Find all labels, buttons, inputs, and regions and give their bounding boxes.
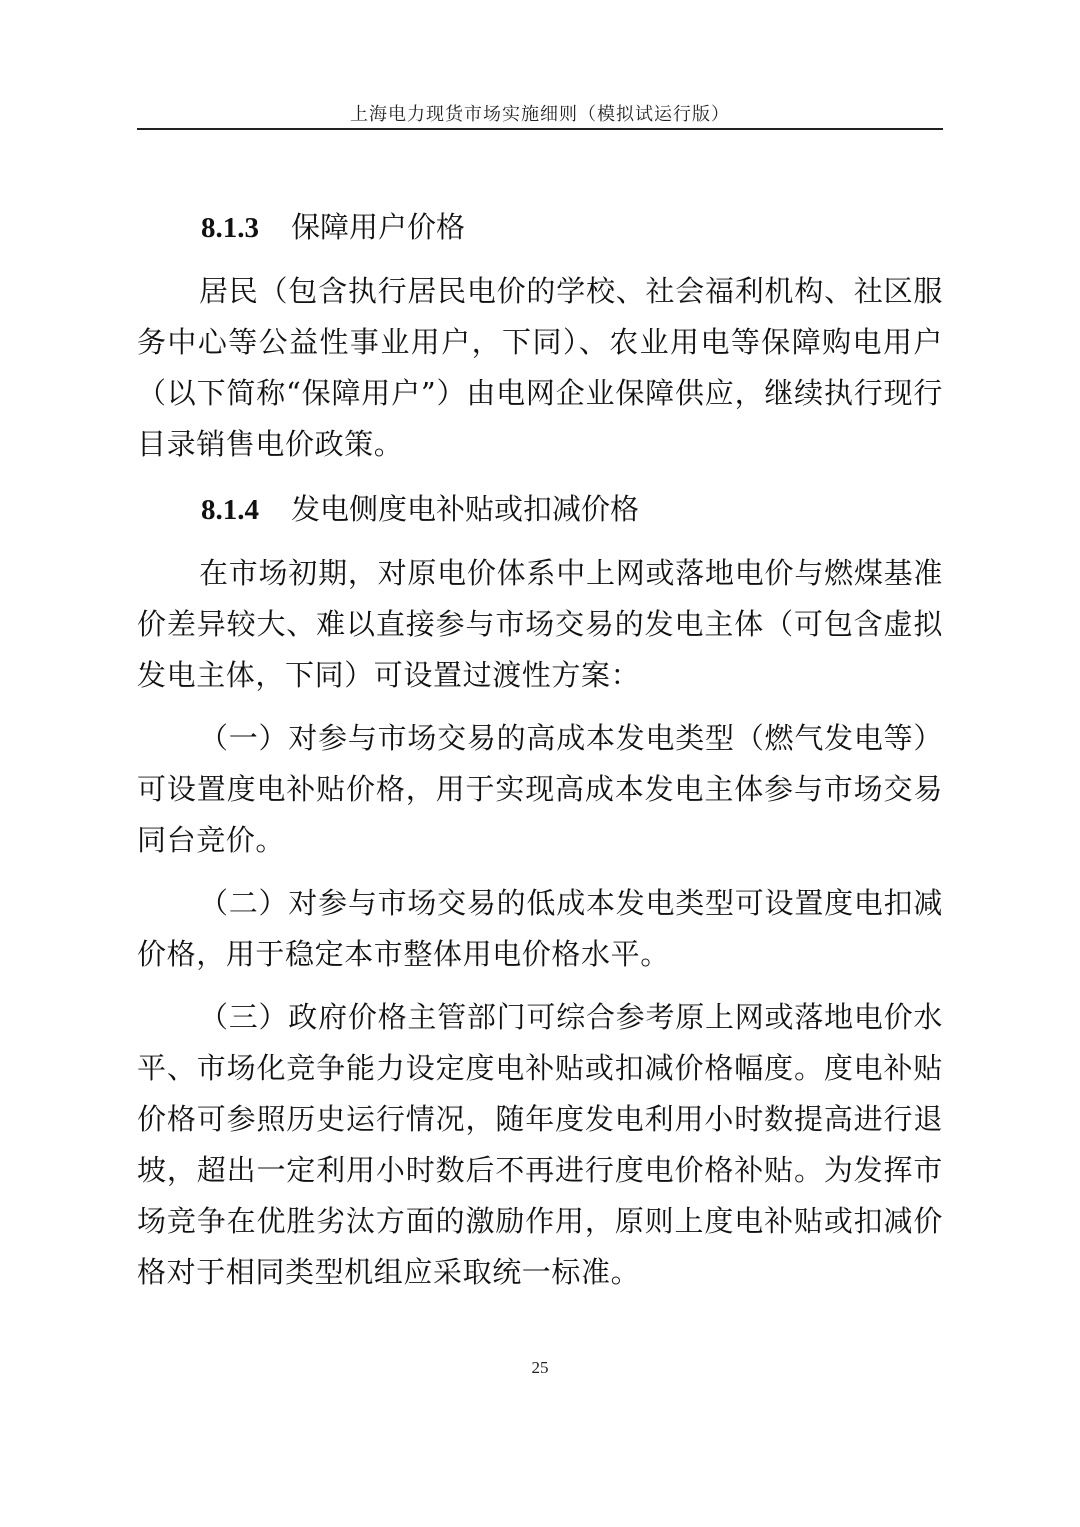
- section-heading: [137, 482, 943, 536]
- section-title: 保障用户价格: [291, 210, 466, 244]
- section-title: 发电侧度电补贴或扣减价格: [291, 492, 640, 526]
- document-body: [137, 200, 943, 1310]
- paragraph: 居民（包含执行居民电价的学校、社会福利机构、社区服务中心等公益性事业用户，下同）、农业用电等保障购电用户（以下简称“保障用户”）由电网企业保障供应，继续执行现行目录销售电价政策。: [137, 274, 943, 461]
- section-heading: [137, 200, 943, 254]
- page-number: 25: [531, 1358, 549, 1377]
- page-header-title: 上海电力现货市场实施细则（模拟试运行版）: [350, 104, 730, 125]
- paragraph: （二）对参与市场交易的低成本发电类型可设置度电扣减价格，用于稳定本市整体用电价格水平。: [137, 886, 943, 971]
- section-8-1-4: [137, 482, 943, 1298]
- paragraph: 在市场初期，对原电价体系中上网或落地电价与燃煤基准价差异较大、难以直接参与市场交易的发电主体（可包含虚拟发电主体，下同）可设置过渡性方案：: [137, 556, 943, 692]
- paragraph: （一）对参与市场交易的高成本发电类型（燃气发电等）可设置度电补贴价格，用于实现高成本发电主体参与市场交易同台竞价。: [137, 721, 943, 857]
- header-divider: [137, 128, 943, 130]
- section-8-1-3: [137, 200, 943, 470]
- paragraph: （三）政府价格主管部门可综合参考原上网或落地电价水平、市场化竞争能力设定度电补贴或扣减价格幅度。度电补贴价格可参照历史运行情况，随年度发电利用小时数提高进行退坡，超出一定利用小时数后不再进行度电价格补贴。为发挥市场竞争在优胜劣汰方面的激励作用，原则上度电补贴或扣减价格对于相同类型机组应采取统一标准。: [137, 1000, 943, 1289]
- section-number: 8.1.4: [201, 494, 259, 526]
- section-number: 8.1.3: [201, 212, 259, 244]
